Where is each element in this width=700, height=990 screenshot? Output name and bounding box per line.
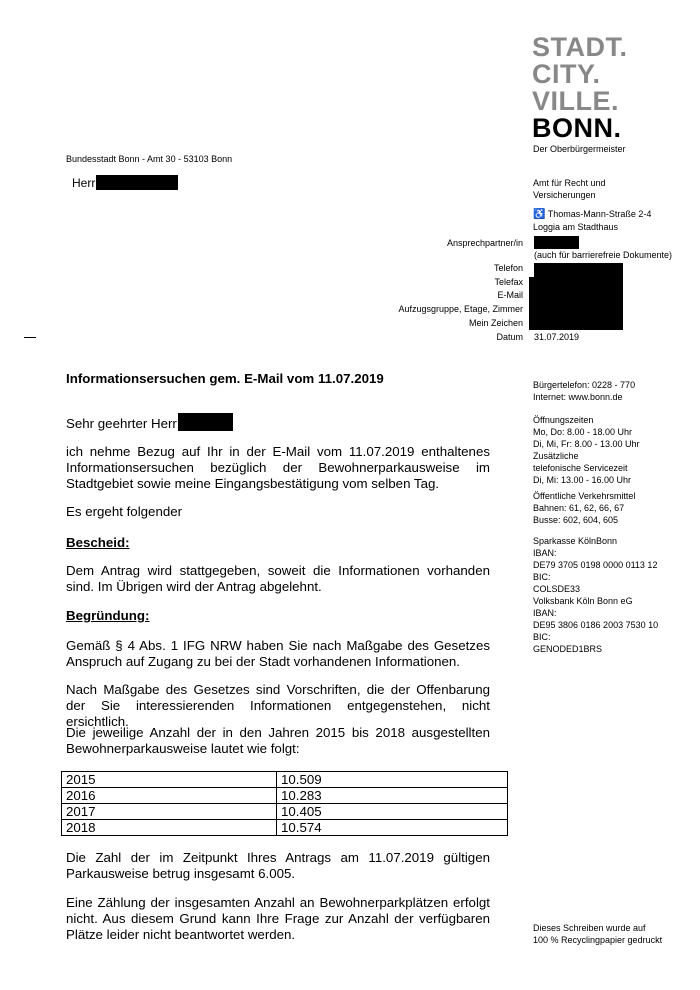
logo-line-bonn: BONN. (532, 113, 622, 143)
table-row (62, 788, 508, 804)
sidebar-contact: Bürgertelefon: 0228 - 770 Internet: www.bonn.de (533, 380, 636, 402)
oberbuergermeister: Der Oberbürgermeister (533, 144, 626, 154)
paragraph-gueltige: Die Zahl der im Zeitpunkt Ihres Antrags am 11.07.2019 gültigen Parkausweise betrug insgesamt 6.005. (66, 850, 490, 881)
redacted-contact-person (534, 236, 579, 249)
heading-bescheid: Bescheid: (66, 535, 130, 550)
recycling-note: Dieses Schreiben wurde auf 100 % Recyclingpapier gedruckt (533, 923, 663, 945)
label-telefon: Telefon (493, 263, 523, 273)
redacted-contact-details (529, 277, 623, 330)
recipient-salutation: Herr (72, 176, 96, 190)
redacted-greeting-name (178, 413, 233, 431)
paragraph-intro: ich nehme Bezug auf Ihr in der E-Mail vom 11.07.2019 enthaltenes Informationsersuchen bezüglich der Bewohnerparkausweise im Stadtgebiet sowie meine Eingangsbestätigung vom selben Tag. (66, 444, 490, 491)
greeting: Sehr geehrter Herr (66, 416, 177, 431)
table-cell-year: 2015 (62, 772, 277, 788)
label-telefax: Telefax (494, 277, 523, 287)
label-email: E-Mail (497, 290, 523, 300)
table-cell-year: 2016 (62, 788, 277, 804)
label-datum: Datum (496, 332, 523, 342)
table-row (62, 804, 508, 820)
redacted-telefon (534, 263, 623, 277)
label-ansprechpartner: Ansprechpartner/in (446, 238, 523, 248)
logo-line-stadt: STADT. (532, 32, 628, 62)
date-value: 31.07.2019 (534, 332, 580, 342)
label-aufzug: Aufzugsgruppe, Etage, Zimmer (398, 304, 523, 314)
table-row (62, 820, 508, 836)
redacted-name (96, 175, 178, 190)
table-cell-count: 10.574 (277, 820, 508, 836)
table-cell-year: 2017 (62, 804, 277, 820)
city-logo (532, 34, 628, 142)
logo-line-ville: VILLE. (532, 86, 620, 116)
paragraph-vorschriften: Nach Maßgabe des Gesetzes sind Vorschriften, die der Offenbarung der Sie interessierenden Informationen entgegenstehen, nicht ersichtlich. (66, 682, 490, 729)
sidebar-transport: Öffentliche Verkehrsmittel Bahnen: 61, 62, 66, 67 Busse: 602, 604, 605 (533, 491, 636, 525)
sidebar-bank: Sparkasse KölnBonn IBAN: DE79 3705 0198 0000 0113 12 BIC: COLSDE33 Volksbank Köln Bonn eG IBAN: DE95 3806 0186 2003 7530 10 BIC: GENODED1BRS (533, 536, 659, 654)
barrierefrei-note: (auch für barrierefreie Dokumente) (534, 250, 673, 260)
subject-line: Informationsersuchen gem. E-Mail vom 11.07.2019 (66, 371, 384, 386)
logo-line-city: CITY. (532, 59, 601, 89)
sidebar-hours: Öffnungszeiten Mo, Do: 8.00 - 18.00 Uhr Di, Mi, Fr: 8.00 - 13.00 Uhr Zusätzliche telefonische Servicezeit Di, Mi: 13.00 - 16.00 Uhr (533, 415, 640, 485)
wheelchair-icon: ♿ (533, 209, 546, 220)
fold-mark (24, 337, 36, 338)
address-block: ♿ Thomas-Mann-Straße 2-4 Loggia am Stadthaus (533, 209, 652, 232)
heading-begruendung: Begründung: (66, 608, 150, 623)
sender-line: Bundesstadt Bonn - Amt 30 - 53103 Bonn (66, 154, 233, 164)
table-cell-count: 10.283 (277, 788, 508, 804)
paragraph-anzahl: Die jeweilige Anzahl der in den Jahren 2015 bis 2018 ausgestellten Bewohnerparkausweise lautet wie folgt: (66, 725, 490, 756)
table-cell-count: 10.509 (277, 772, 508, 788)
paragraph-bescheid: Dem Antrag wird stattgegeben, soweit die Informationen vorhanden sind. Im Übrigen wird der Antrag abgelehnt. (66, 563, 490, 594)
paragraph-zaehlung: Eine Zählung der insgesamten Anzahl an Bewohnerparkplätzen erfolgt nicht. Aus diesem Grund kann Ihre Frage zur Anzahl der verfügbaren Plätze leider nicht beantwortet werden. (66, 895, 490, 942)
label-zeichen: Mein Zeichen (468, 318, 523, 328)
paragraph-ifg: Gemäß § 4 Abs. 1 IFG NRW haben Sie nach Maßgabe des Gesetzes Anspruch auf Zugang zu bei der Stadt vorhandenen Informationen. (66, 638, 490, 669)
permits-table (61, 771, 508, 836)
table-cell-year: 2018 (62, 820, 277, 836)
table-cell-count: 10.405 (277, 804, 508, 820)
amt-block: Amt für Recht und Versicherungen (533, 178, 606, 200)
table-row (62, 772, 508, 788)
paragraph-ergeht: Es ergeht folgender (66, 504, 183, 519)
